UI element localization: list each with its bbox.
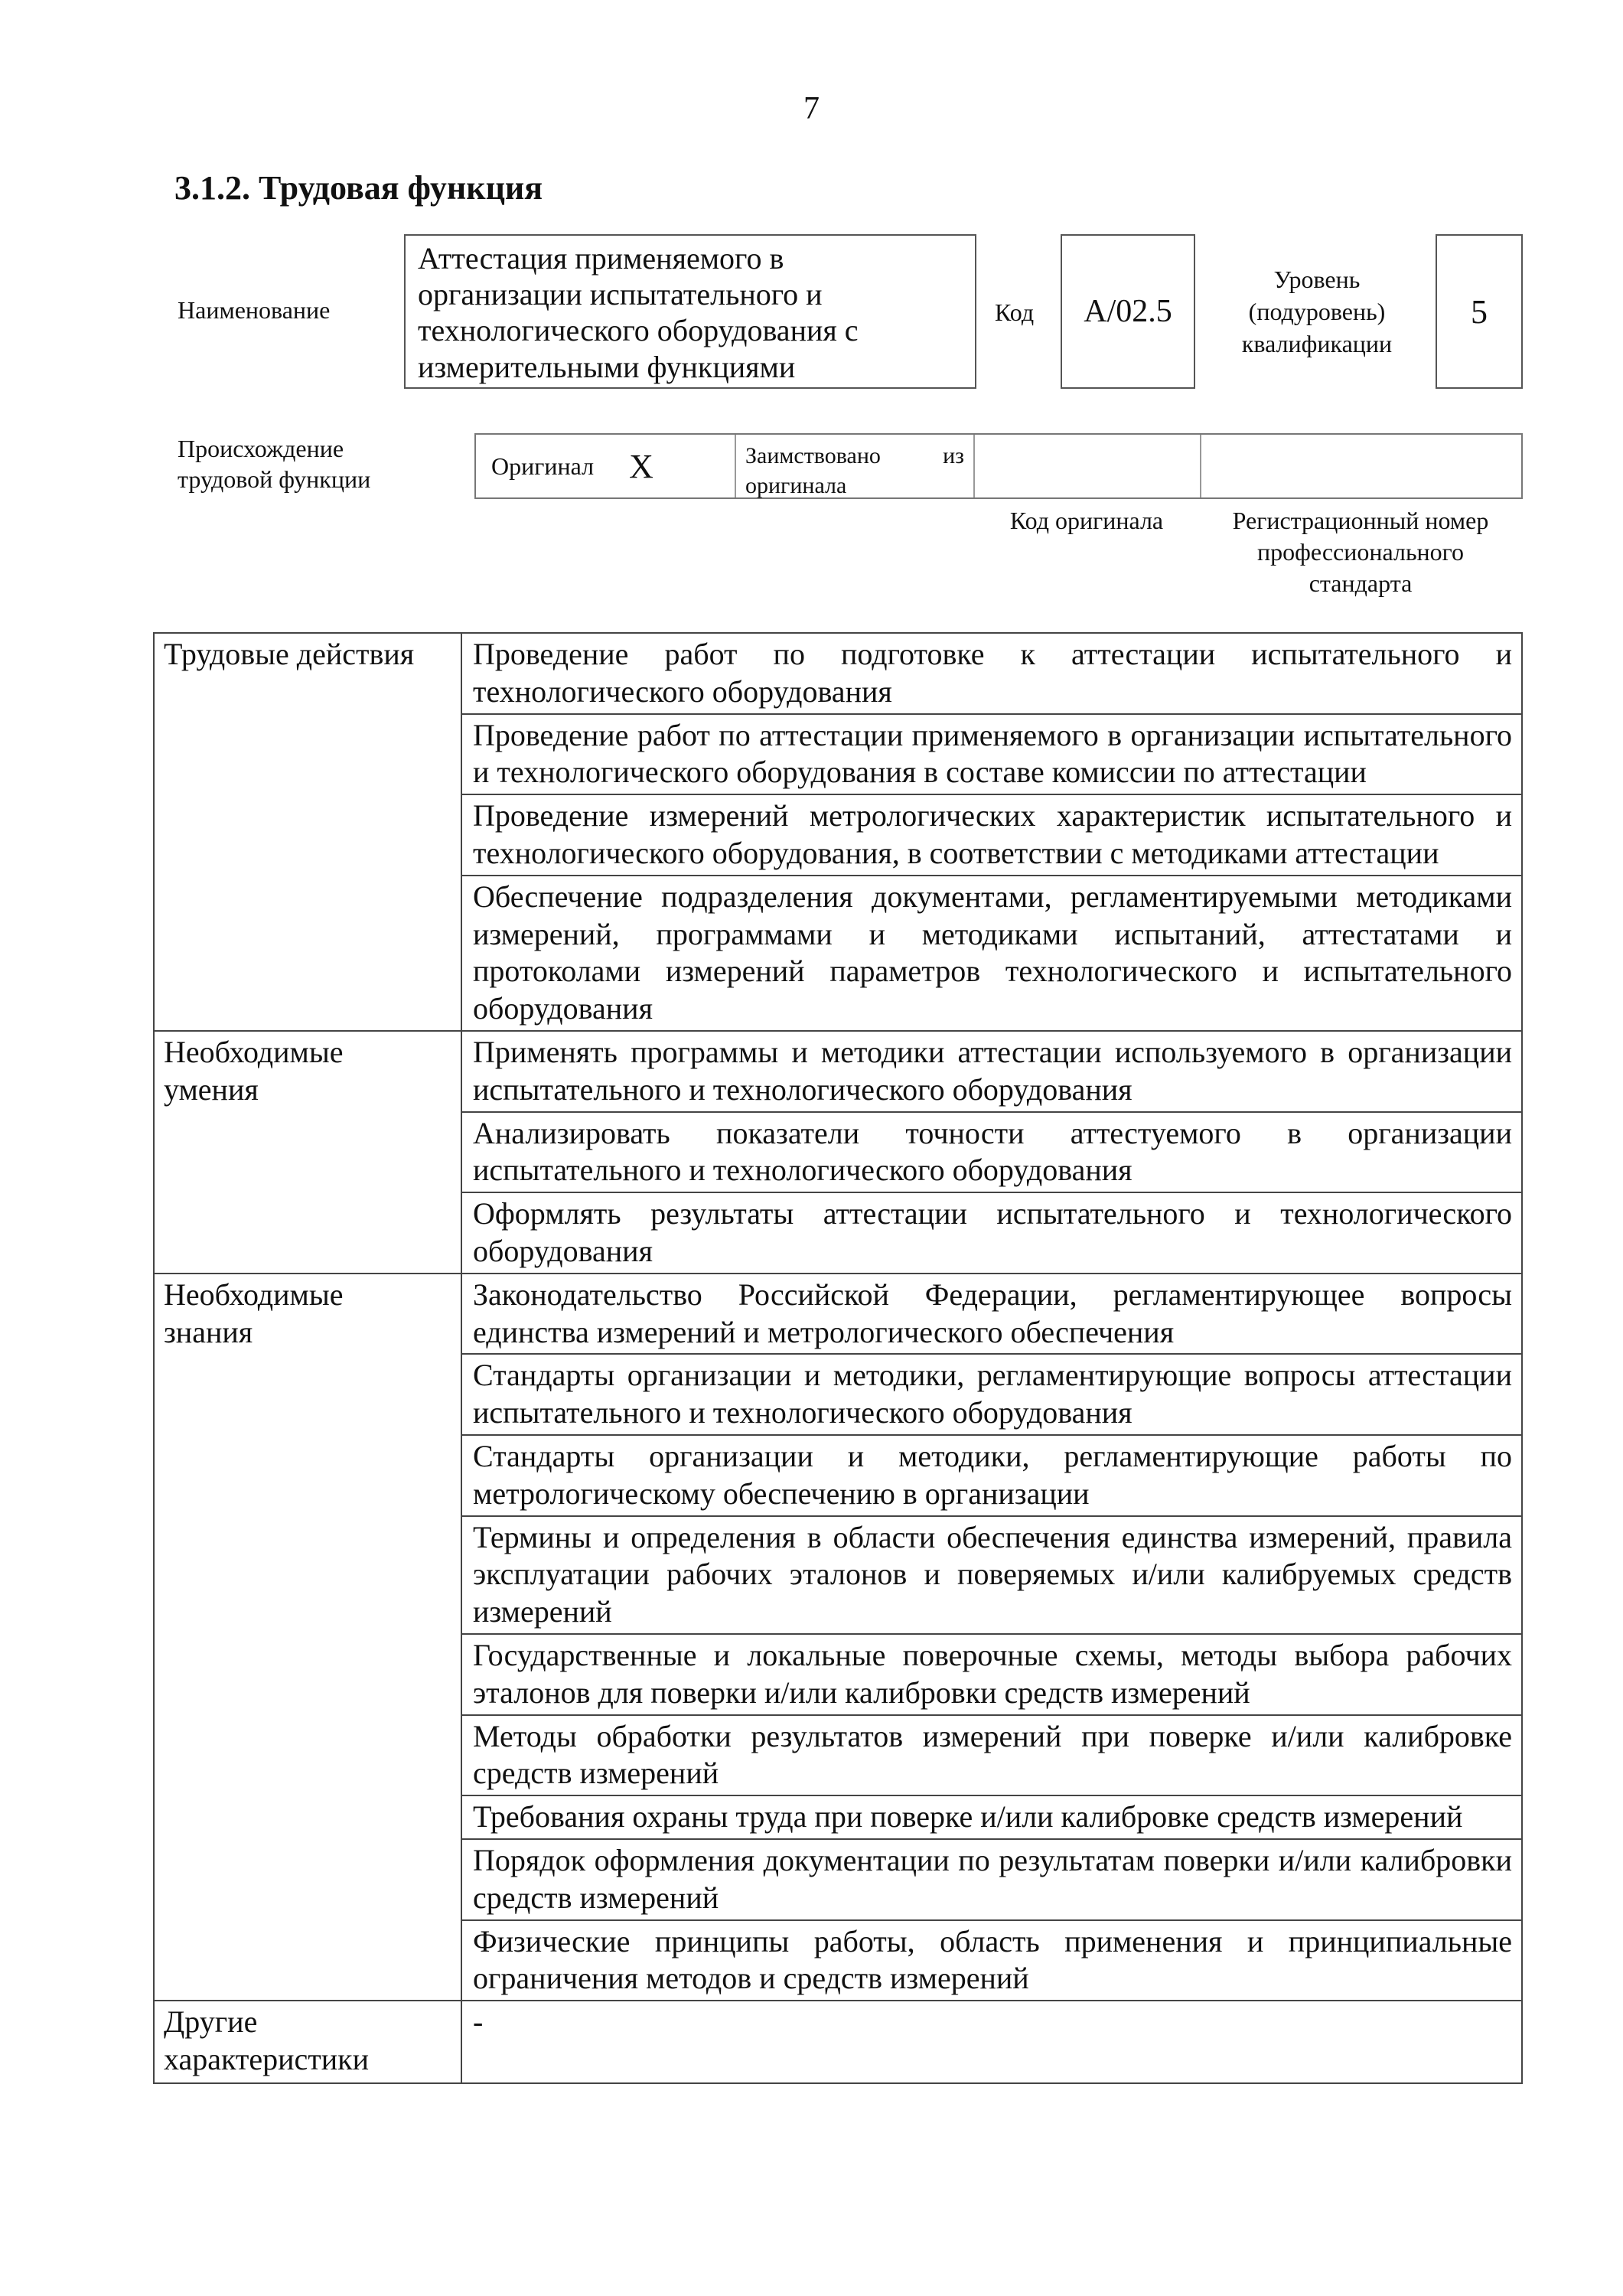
item-cell: Требования охраны труда при поверке и/или калибровке средств измерений [461,1795,1522,1839]
level-value-box [1436,234,1523,389]
table-row [154,1274,1522,1355]
level-label [1217,263,1417,360]
item-cell: Физические принципы работы, область применения и принципиальные ограничения методов и средств измерений [461,1920,1522,2001]
level-value: 5 [1471,292,1488,331]
item-cell: Законодательство Российской Федерации, регламентирующее вопросы единства измерений и метрологического обеспечения [461,1274,1522,1355]
name-label: Наименование [178,296,331,324]
item-cell: Термины и определения в области обеспечения единства измерений, правила эксплуатации рабочих эталонов и поверяемых и/или калибруемых средств измерений [461,1516,1522,1634]
code-original-label: Код оригинала [1009,507,1164,534]
table-row [154,2001,1522,2083]
borrowed-cell [736,435,975,497]
name-value-line: организации испытательного и [418,277,823,312]
code-value: A/02.5 [1084,294,1172,329]
category-cell [154,633,461,1031]
origin-label-line: трудовой функции [178,465,371,493]
category-line: Трудовые действия [164,637,415,671]
category-cell [154,2001,461,2083]
code-label: Код [995,298,1035,326]
category-cell [154,1274,461,2001]
item-cell: - [461,2001,1522,2083]
origin-label [178,433,370,494]
level-label-line: (подуровень) [1248,298,1386,326]
category-line: знания [164,1314,253,1349]
category-line: Необходимые [164,1034,344,1069]
category-cell [154,1031,461,1274]
section-title: 3.1.2. Трудовая функция [174,169,543,207]
item-cell: Анализировать показатели точности аттестуемого в организации испытательного и технологического оборудования [461,1112,1522,1193]
name-value-line: измерительными функциями [418,349,796,384]
table-row [154,1031,1522,1112]
category-line: Другие [164,2004,258,2040]
category-line: характеристики [164,2041,370,2076]
table-row [154,633,1522,714]
item-cell: Оформлять результаты аттестации испытательного и технологического оборудования [461,1192,1522,1274]
origin-label-line: Происхождение [178,435,344,462]
code-value-box [1061,234,1195,389]
level-label-line: Уровень [1273,266,1361,293]
reg-number-label-line: стандарта [1309,569,1413,597]
name-value-line: Аттестация применяемого в [418,241,784,276]
name-value-line: технологического оборудования с [418,313,859,348]
item-cell: Стандарты организации и методики, регламентирующие вопросы аттестации испытательного и технологического оборудования [461,1354,1522,1435]
item-cell: Порядок оформления документации по результатам поверки и/или калибровки средств измерений [461,1839,1522,1920]
category-line: Необходимые [164,1277,344,1312]
reg-number-label-line: профессионального [1256,537,1464,566]
item-cell: Стандарты организации и методики, регламентирующие работы по метрологическому обеспечению в организации [461,1435,1522,1516]
reg-number-cell [1201,435,1521,497]
item-cell: Методы обработки результатов измерений при поверке и/или калибровке средств измерений [461,1715,1522,1796]
level-label-line: квалификации [1241,330,1393,358]
code-original-cell [975,435,1201,497]
item-cell: Проведение работ по подготовке к аттестации испытательного и технологического оборудования [461,633,1522,714]
original-label: Оригинал [491,452,595,480]
origin-row [474,433,1523,499]
function-table [153,632,1523,2084]
borrowed-label-line: Заимствовано из [745,443,964,468]
item-cell: Государственные и локальные поверочные схемы, методы выбора рабочих эталонов для поверки и/или калибровки средств измерений [461,1634,1522,1715]
item-cell: Обеспечение подразделения документами, регламентируемыми методиками измерений, программами и методиками испытаний, аттестатами и протоколами измерений параметров технологического и испытательного оборудования [461,876,1522,1031]
reg-number-label-line: Регистрационный номер [1232,507,1489,534]
name-value-box [404,234,976,389]
item-cell: Проведение измерений метрологических характеристик испытательного и технологического оборудования, в соответствии с методиками аттестации [461,794,1522,876]
original-cell [476,435,736,497]
page-number: 7 [803,91,820,126]
category-line: умения [164,1071,259,1107]
borrowed-label-line: оригинала [745,473,847,498]
original-mark: Х [629,447,653,485]
reg-number-label [1198,505,1523,599]
item-cell: Проведение работ по аттестации применяемого в организации испытательного и технологического оборудования в составе комиссии по аттестации [461,714,1522,795]
item-cell: Применять программы и методики аттестации используемого в организации испытательного и технологического оборудования [461,1031,1522,1112]
